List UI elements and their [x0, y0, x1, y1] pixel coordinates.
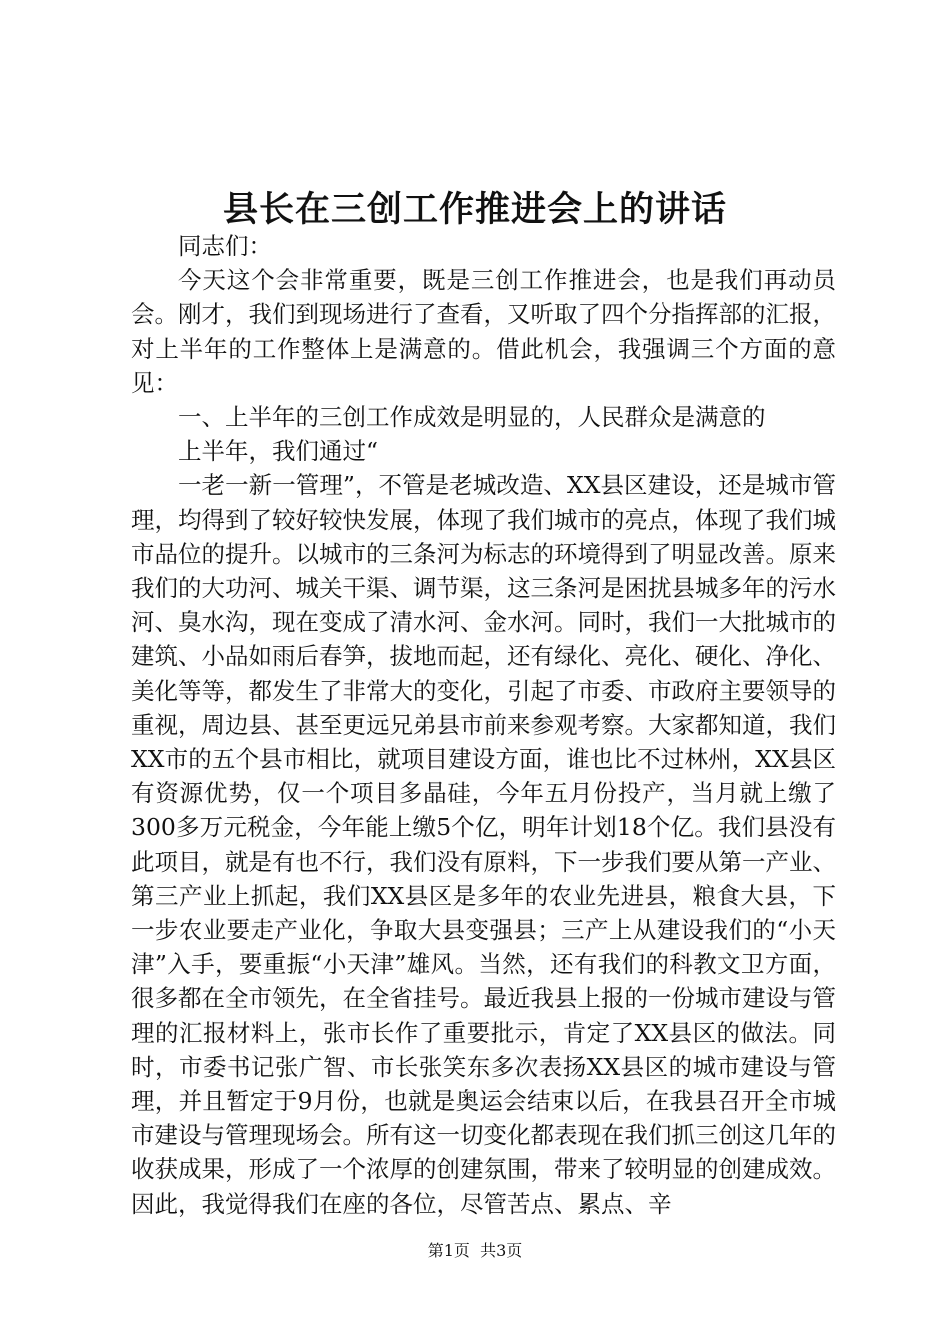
section-heading: 一、上半年的三创工作成效是明显的，人民群众是满意的: [178, 403, 766, 432]
page-number-label: 第1页 共3页: [427, 1241, 523, 1260]
body-paragraph: 今天这个会非常重要，既是三创工作推进会，也是我们再动员会。刚才，我们到现场进行了查看，又听取了四个分指挥部的汇报，对上半年的工作整体上是满意的。借此机会，我强调三个方面的意见：: [131, 266, 836, 397]
page-footer: [0, 1240, 950, 1262]
document-body: [131, 229, 836, 1221]
body-paragraph: 一老一新一管理”，不管是老城改造、XX县区建设，还是城市管理，均得到了较好较快发展，体现了我们城市的亮点，体现了我们城市品位的提升。以城市的三条河为标志的环境得到了明显改善。原来我们的大功河、城关干渠、调节渠，这三条河是困扰县城多年的污水河、臭水沟，现在变成了清水河、金水河。同时，我们一大批城市的建筑、小品如雨后春笋，拔地而起，还有绿化、亮化、硬化、净化、美化等等，都发生了非常大的变化，引起了市委、市政府主要领导的重视，周边县、甚至更远兄弟县市前来参观考察。大家都知道，我们XX市的五个县市相比，就项目建设方面，谁也比不过林州，XX县区有资源优势，仅一个项目多晶硅，今年五月份投产，当月就上缴了300多万元税金，今年能上缴5个亿，明年计划18个亿。我们县没有此项目，就是有也不行，我们没有原料，下一步我们要从第一产业、第三产业上抓起，我们XX县区是多年的农业先进县，粮食大县，下一步农业要走产业化，争取大县变强县；三产上从建设我们的“小天津”入手，要重振“小天津”雄风。当然，还有我们的科教文卫方面，很多都在全市领先，在全省挂号。最近我县上报的一份城市建设与管理的汇报材料上，张市长作了重要批示，肯定了XX县区的做法。同时，市委书记张广智、市长张笑东多次表扬XX县区的城市建设与管理，并且暂定于9月份，也就是奥运会结束以后，在我县召开全市城市建设与管理现场会。所有这一切变化都表现在我们抓三创这几年的收获成果，形成了一个浓厚的创建氛围，带来了较明显的创建成效。因此，我觉得我们在座的各位，尽管苦点、累点、辛: [131, 471, 836, 1218]
body-paragraph: 上半年，我们通过“: [178, 437, 379, 466]
salutation-paragraph: 同志们：: [178, 232, 272, 260]
document-title: 县长在三创工作推进会上的讲话: [222, 189, 727, 230]
